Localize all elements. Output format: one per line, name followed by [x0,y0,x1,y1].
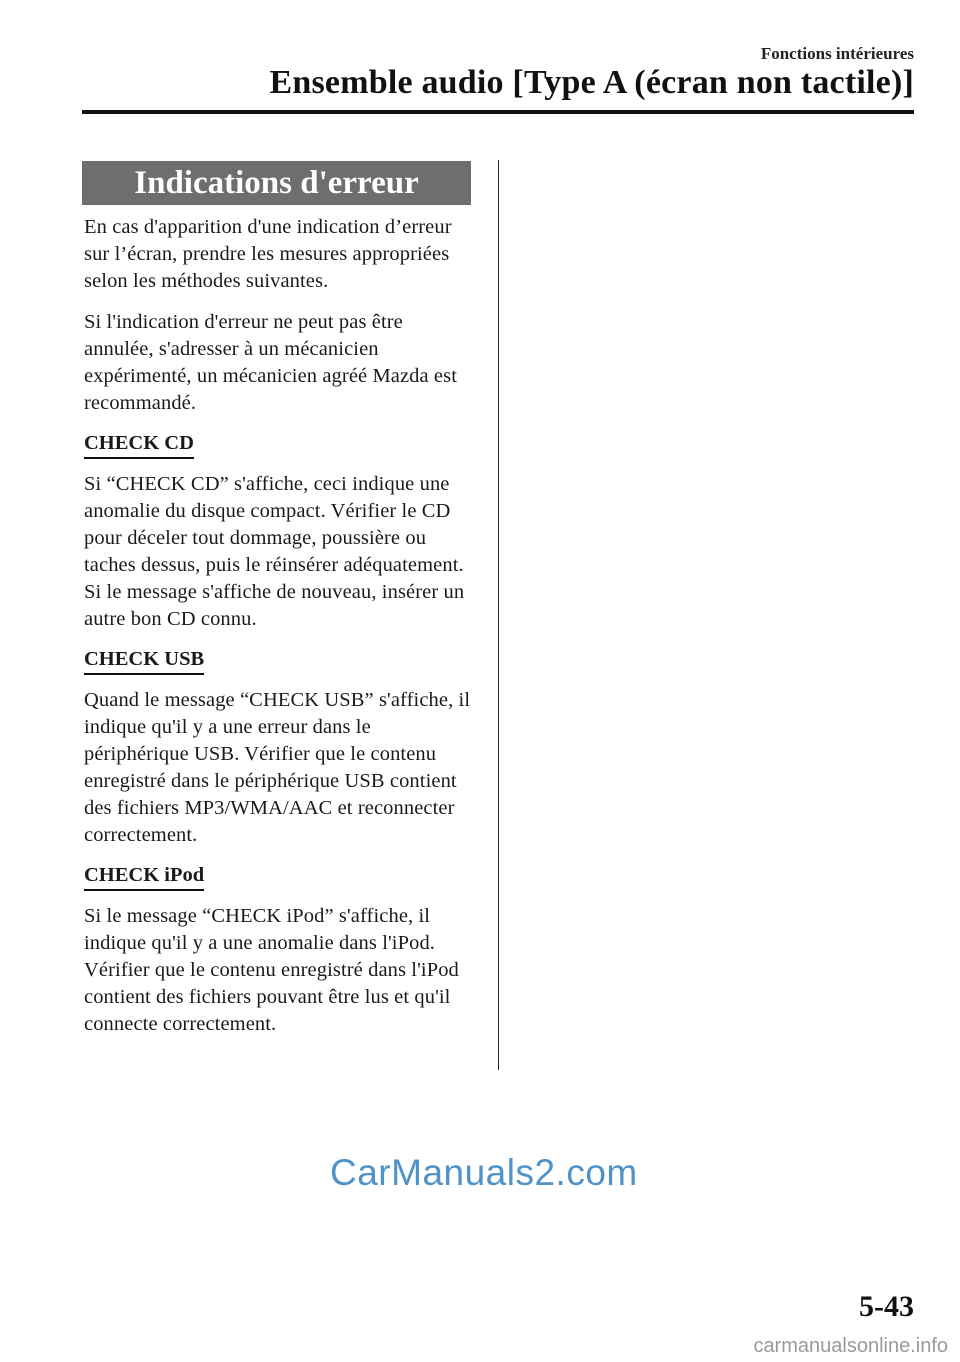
error-description: Si le message “CHECK iPod” s'affiche, il indique qu'il y a une anomalie dans l'iPod. Vérifier que le contenu enregistré dans l'iPod contient des fichiers pouvant être lus et qu'il connecte correctement. [84,905,459,1035]
chapter-label: Fonctions intérieures [760,44,914,63]
footer-url: carmanualsonline.info [753,1335,948,1357]
intro-paragraph: En cas d'apparition d'une indication d’erreur sur l’écran, prendre les mesures appropriées selon les méthodes suivantes. [84,216,452,292]
page-number: 5-43 [859,1290,914,1323]
page-header-title: Ensemble audio [Type A (écran non tactile)] [269,64,914,101]
error-item-check-ipod [84,863,476,1038]
watermark-logo: CarManuals2.com [330,1152,638,1193]
column-divider [498,160,499,1070]
error-item-check-usb [84,647,476,849]
subheading: CHECK USB [84,647,204,675]
error-description: Si “CHECK CD” s'affiche, ceci indique une anomalie du disque compact. Vérifier le CD pour déceler tout dommage, poussière ou taches dessus, puis le réinsérer adéquatement. Si le message s'affiche de nouveau, insérer un autre bon CD connu. [84,473,465,630]
subheading: CHECK iPod [84,863,204,891]
intro-paragraph: Si l'indication d'erreur ne peut pas être annulée, s'adresser à un mécanicien expérimenté, un mécanicien agréé Mazda est recommandé. [84,311,458,414]
error-item-check-cd [84,431,476,633]
subheading: CHECK CD [84,431,194,459]
error-description: Quand le message “CHECK USB” s'affiche, il indique qu'il y a une erreur dans le périphérique USB. Vérifier que le contenu enregistré dans le périphérique USB contient des fichiers MP3/WMA/AAC et reconnecter correctement. [84,689,471,846]
section-title: Indications d'erreur [82,161,471,205]
main-column [84,214,476,1052]
header-rule [82,110,914,114]
